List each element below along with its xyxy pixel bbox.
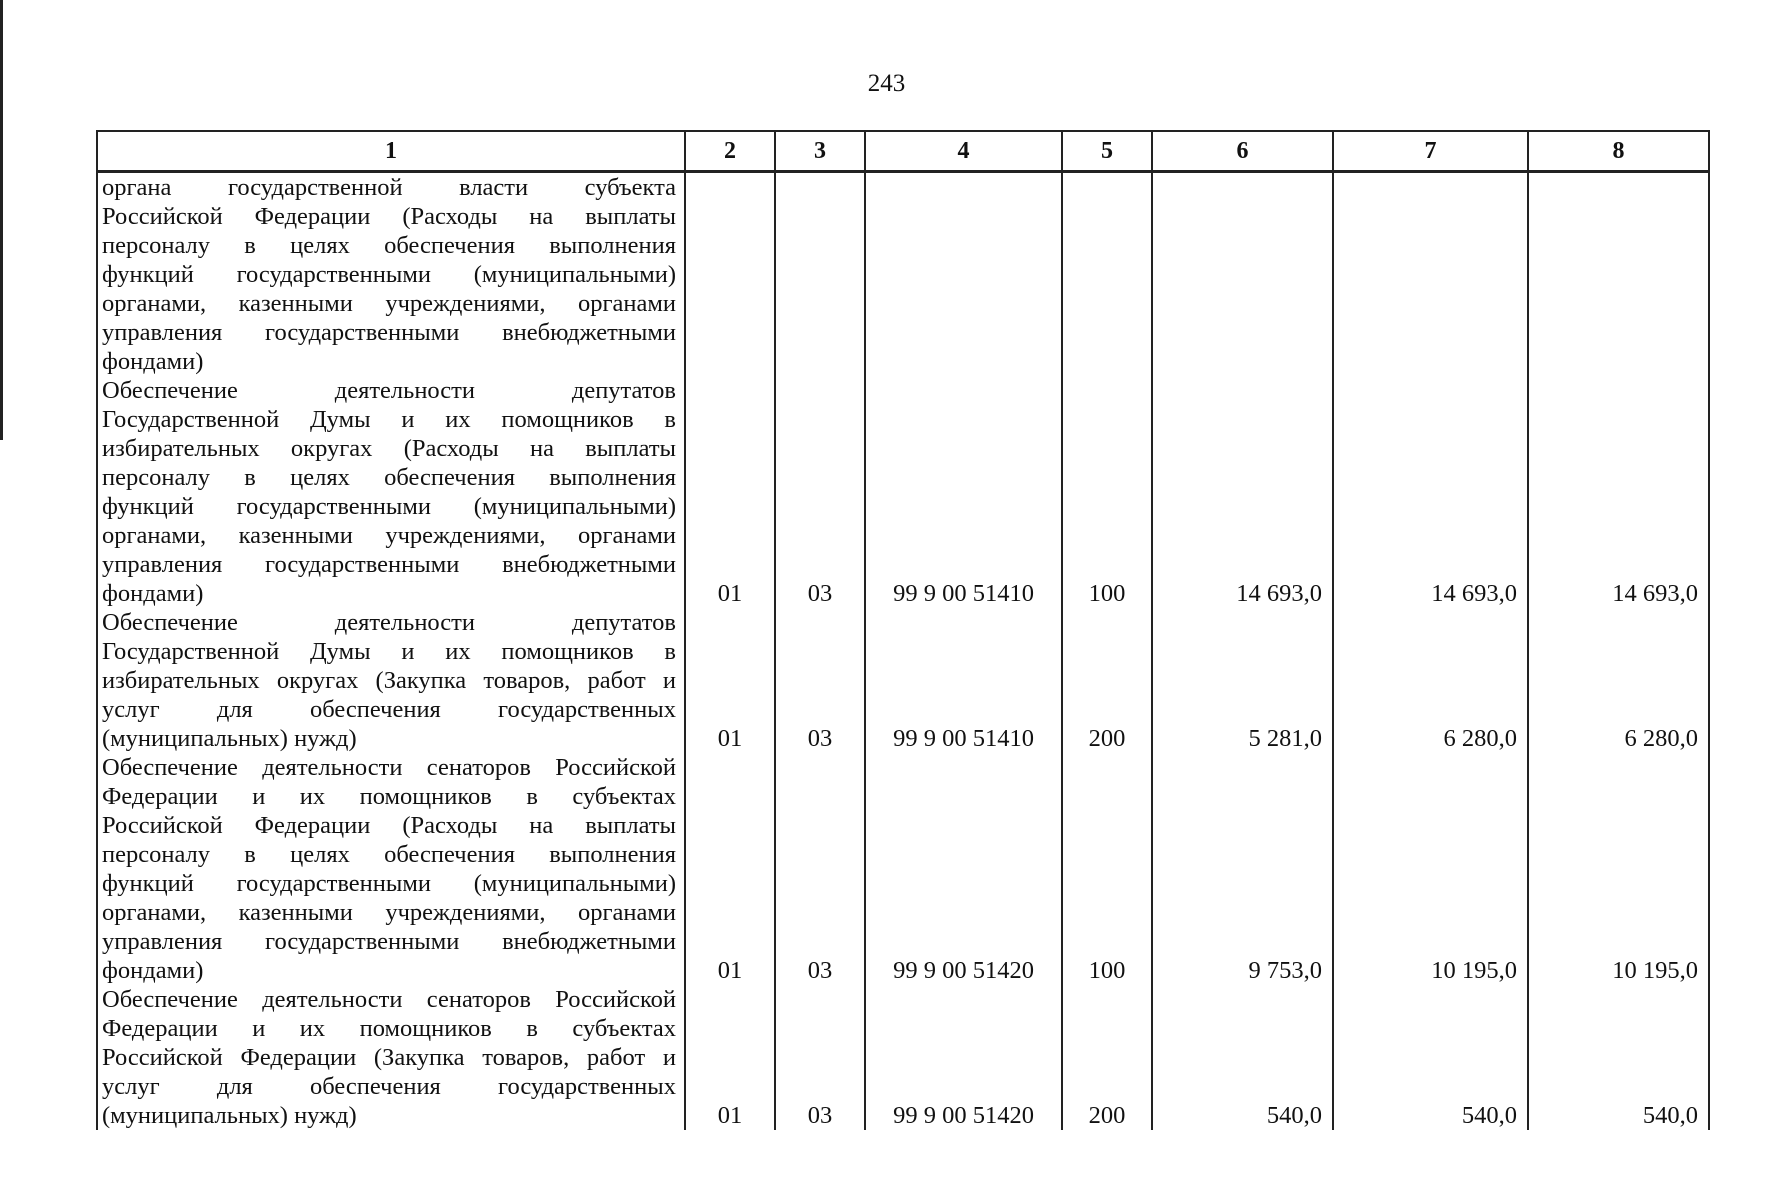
expense-type-code — [1062, 172, 1152, 377]
amount-col-6 — [1152, 172, 1333, 377]
target-article-code — [865, 172, 1062, 377]
description-line: Обеспечение деятельности сенаторов Российской — [102, 986, 676, 1013]
header-col-4: 4 — [865, 131, 1062, 172]
row-description — [97, 753, 685, 985]
description-line: функций государственными (муниципальными) — [102, 870, 676, 897]
amount-col-6: 14 693,0 — [1152, 376, 1333, 608]
description-line: персоналу в целях обеспечения выполнения — [102, 232, 676, 259]
description-line: фондами) — [102, 348, 204, 375]
amount-col-6: 5 281,0 — [1152, 608, 1333, 753]
row-description — [97, 172, 685, 377]
description-line: функций государственными (муниципальными) — [102, 261, 676, 288]
description-line: избирательных округах (Закупка товаров, работ и — [102, 667, 676, 694]
description-line: фондами) — [102, 580, 204, 607]
description-line: фондами) — [102, 957, 204, 984]
budget-table — [96, 130, 1710, 1130]
table-row — [97, 985, 1709, 1130]
description-line: органами, казенными учреждениями, органами — [102, 290, 676, 317]
expense-type-code: 100 — [1062, 753, 1152, 985]
amount-col-8 — [1528, 172, 1709, 377]
description-line: Российской Федерации (Расходы на выплаты — [102, 812, 676, 839]
header-col-7: 7 — [1333, 131, 1528, 172]
row-description — [97, 376, 685, 608]
expense-type-code: 200 — [1062, 608, 1152, 753]
section-code: 01 — [685, 608, 775, 753]
description-line: управления государственными внебюджетными — [102, 551, 676, 578]
description-line: персоналу в целях обеспечения выполнения — [102, 464, 676, 491]
description-line: функций государственными (муниципальными) — [102, 493, 676, 520]
header-col-2: 2 — [685, 131, 775, 172]
subsection-code: 03 — [775, 608, 865, 753]
description-line: управления государственными внебюджетными — [102, 319, 676, 346]
description-line: органами, казенными учреждениями, органами — [102, 522, 676, 549]
row-description — [97, 985, 685, 1130]
target-article-code: 99 9 00 51420 — [865, 753, 1062, 985]
section-code — [685, 172, 775, 377]
table-row — [97, 172, 1709, 377]
header-col-3: 3 — [775, 131, 865, 172]
description-line: Обеспечение деятельности сенаторов Российской — [102, 754, 676, 781]
table-row — [97, 753, 1709, 985]
description-line: Федерации и их помощников в субъектах — [102, 783, 676, 810]
expense-type-code: 100 — [1062, 376, 1152, 608]
target-article-code: 99 9 00 51410 — [865, 376, 1062, 608]
amount-col-8: 14 693,0 — [1528, 376, 1709, 608]
amount-col-8: 6 280,0 — [1528, 608, 1709, 753]
header-col-6: 6 — [1152, 131, 1333, 172]
description-line: персоналу в целях обеспечения выполнения — [102, 841, 676, 868]
header-col-5: 5 — [1062, 131, 1152, 172]
table-row — [97, 376, 1709, 608]
description-line: услуг для обеспечения государственных — [102, 1073, 676, 1100]
expense-type-code: 200 — [1062, 985, 1152, 1130]
description-line: избирательных округах (Расходы на выплаты — [102, 435, 676, 462]
description-line: управления государственными внебюджетными — [102, 928, 676, 955]
subsection-code: 03 — [775, 376, 865, 608]
amount-col-7: 6 280,0 — [1333, 608, 1528, 753]
description-line: Федерации и их помощников в субъектах — [102, 1015, 676, 1042]
row-description — [97, 608, 685, 753]
description-line: (муниципальных) нужд) — [102, 725, 357, 752]
section-code: 01 — [685, 753, 775, 985]
description-line: Российской Федерации (Расходы на выплаты — [102, 203, 676, 230]
description-line: Государственной Думы и их помощников в — [102, 406, 676, 433]
amount-col-6: 540,0 — [1152, 985, 1333, 1130]
amount-col-7: 14 693,0 — [1333, 376, 1528, 608]
amount-col-7: 540,0 — [1333, 985, 1528, 1130]
header-col-1: 1 — [97, 131, 685, 172]
header-col-8: 8 — [1528, 131, 1709, 172]
section-code: 01 — [685, 376, 775, 608]
description-line: Обеспечение деятельности депутатов — [102, 377, 676, 404]
subsection-code — [775, 172, 865, 377]
amount-col-6: 9 753,0 — [1152, 753, 1333, 985]
description-line: органа государственной власти субъекта — [102, 174, 676, 201]
amount-col-7: 10 195,0 — [1333, 753, 1528, 985]
target-article-code: 99 9 00 51410 — [865, 608, 1062, 753]
description-line: (муниципальных) нужд) — [102, 1102, 357, 1129]
amount-col-8: 10 195,0 — [1528, 753, 1709, 985]
page-number: 243 — [867, 70, 906, 97]
amount-col-7 — [1333, 172, 1528, 377]
description-line: услуг для обеспечения государственных — [102, 696, 676, 723]
description-line: органами, казенными учреждениями, органами — [102, 899, 676, 926]
table-header-row — [97, 131, 1709, 172]
description-line: Обеспечение деятельности депутатов — [102, 609, 676, 636]
amount-col-8: 540,0 — [1528, 985, 1709, 1130]
target-article-code: 99 9 00 51420 — [865, 985, 1062, 1130]
subsection-code: 03 — [775, 985, 865, 1130]
scan-edge-mark — [0, 0, 3, 440]
description-line: Государственной Думы и их помощников в — [102, 638, 676, 665]
description-line: Российской Федерации (Закупка товаров, работ и — [102, 1044, 676, 1071]
section-code: 01 — [685, 985, 775, 1130]
table-row — [97, 608, 1709, 753]
subsection-code: 03 — [775, 753, 865, 985]
